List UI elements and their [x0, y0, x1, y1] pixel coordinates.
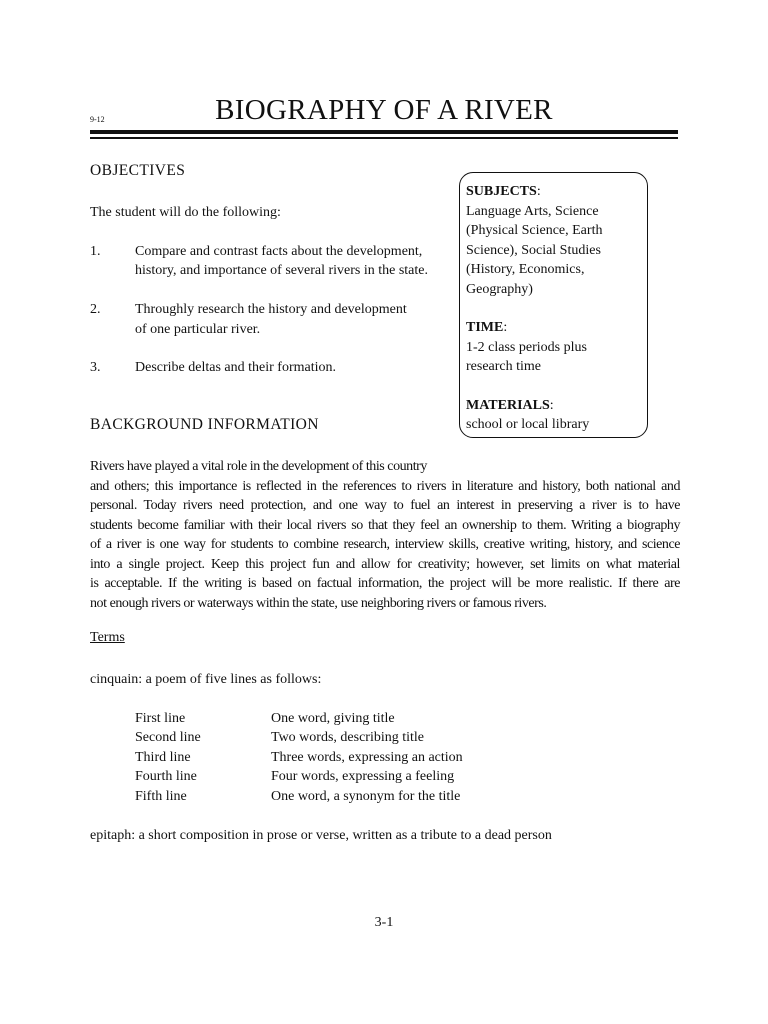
time-label: TIME — [466, 320, 504, 335]
cinquain-line-label-2: Second line — [135, 730, 201, 745]
objectives-intro: The student will do the following: — [90, 205, 281, 220]
background-line-4: students become familiar with their local rivers so that they feel an ownership to them. Writing a biography — [90, 517, 680, 533]
time-colon: : — [503, 320, 508, 335]
cinquain-line-label-1: First line — [135, 711, 186, 726]
objective-2-line-2: of one particular river. — [135, 322, 261, 337]
background-line-3: personal. Today rivers need protection, and one way to fuel an interest in preserving a river is to have — [90, 498, 680, 513]
background-line-7: is acceptable. If the writing is based on factual information, the project will be more realistic. If there are — [90, 576, 680, 591]
objective-2-line-1: Throughly research the history and development — [135, 302, 407, 317]
time-line-2: research time — [466, 359, 542, 374]
materials-line-1: school or local library — [466, 417, 590, 432]
cinquain-line-label-4: Fourth line — [135, 769, 197, 784]
background-line-1: Rivers have played a vital role in the development of this country — [90, 459, 427, 474]
time-label-line — [466, 318, 507, 338]
objective-number-1: 1. — [90, 244, 101, 259]
objectives-heading: OBJECTIVES — [90, 162, 186, 179]
title-rule-thin — [90, 137, 678, 139]
cinquain-line-desc-2: Two words, describing title — [271, 730, 424, 745]
objective-number-2: 2. — [90, 302, 101, 317]
subjects-label: SUBJECTS — [466, 184, 537, 199]
materials-colon: : — [549, 398, 554, 413]
subjects-line-4: (History, Economics, — [466, 262, 585, 277]
objective-1-line-1: Compare and contrast facts about the development, — [135, 244, 423, 259]
epitaph-definition: epitaph: a short composition in prose or verse, written as a tribute to a dead person — [90, 828, 552, 843]
cinquain-line-desc-1: One word, giving title — [271, 711, 395, 726]
cinquain-line-desc-3: Three words, expressing an action — [271, 750, 463, 765]
materials-label: MATERIALS — [466, 398, 550, 413]
cinquain-line-label-3: Third line — [135, 750, 191, 765]
background-paragraph — [90, 457, 680, 613]
objective-number-3: 3. — [90, 360, 101, 375]
materials-label-line — [466, 396, 554, 416]
subjects-line-1: Language Arts, Science — [466, 204, 599, 219]
background-line-5: of a river is one way for students to combine research, interview skills, creative writing, history, and science — [90, 537, 680, 552]
subjects-line-3: Science), Social Studies — [466, 243, 601, 258]
background-line-6: into a single project. Keep this project fun and allow for creativity; however, set limits on what material — [90, 556, 680, 572]
title-rule-thick — [90, 130, 678, 134]
objective-3-line-1: Describe deltas and their formation. — [135, 360, 336, 375]
background-line-8: not enough rivers or waterways within the state, use neighboring rivers or famous rivers. — [90, 595, 547, 611]
background-heading: BACKGROUND INFORMATION — [90, 416, 319, 433]
subjects-colon: : — [536, 184, 541, 199]
cinquain-line-desc-4: Four words, expressing a feeling — [271, 769, 455, 784]
subjects-line-2: (Physical Science, Earth — [466, 223, 603, 238]
page-number: 3-1 — [374, 915, 394, 930]
terms-heading: Terms — [90, 630, 125, 645]
cinquain-line-label-5: Fifth line — [135, 789, 187, 804]
grade-level: 9-12 — [90, 115, 105, 124]
page-title: BIOGRAPHY OF A RIVER — [215, 94, 553, 126]
subjects-label-line — [466, 182, 541, 202]
time-line-1: 1-2 class periods plus — [466, 340, 587, 355]
cinquain-line-desc-5: One word, a synonym for the title — [271, 789, 461, 804]
cinquain-definition: cinquain: a poem of five lines as follows: — [90, 672, 322, 687]
background-line-2: and others; this importance is reflected in the references to rivers in literature and history, both national and — [90, 478, 680, 494]
objective-1-line-2: history, and importance of several rivers in the state. — [135, 263, 428, 278]
subjects-line-5: Geography) — [466, 282, 533, 297]
